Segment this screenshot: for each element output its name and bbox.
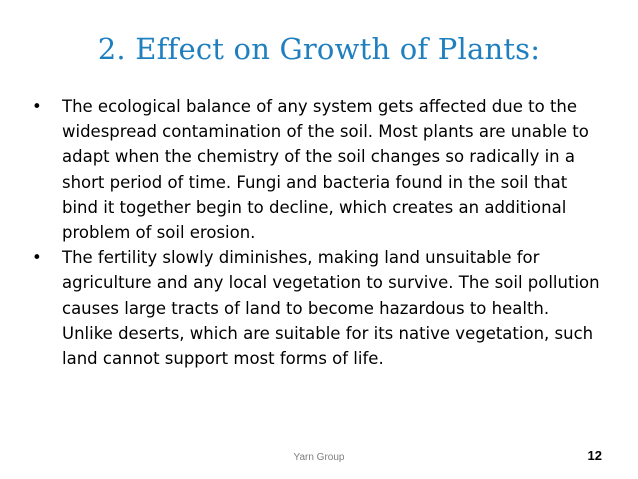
slide-title: 2. Effect on Growth of Plants:	[97, 32, 541, 66]
bullet-text: The fertility slowly diminishes, making land unsuitable for agriculture and any local vegetation to survive. The soil pollution causes large tracts of land to become hazardous to health. Unlike deserts, which are suitable for its native vegetation, such land cannot support most forms of life.	[62, 248, 600, 369]
bullet-list	[32, 94, 602, 371]
page-number: 12	[587, 448, 602, 463]
footer-text: Yarn Group	[293, 452, 345, 463]
bullet-text: The ecological balance of any system gets affected due to the widespread contamination of the soil. Most plants are unable to adapt when the chemistry of the soil changes so radically in a short period of time. Fungi and bacteria found in the soil that bind it together begin to decline, which creates an additional problem of soil erosion.	[62, 97, 589, 243]
bullet-marker: •	[32, 248, 42, 268]
bullet-item	[32, 245, 602, 371]
bullet-item	[32, 94, 602, 245]
bullet-marker: •	[32, 97, 42, 116]
